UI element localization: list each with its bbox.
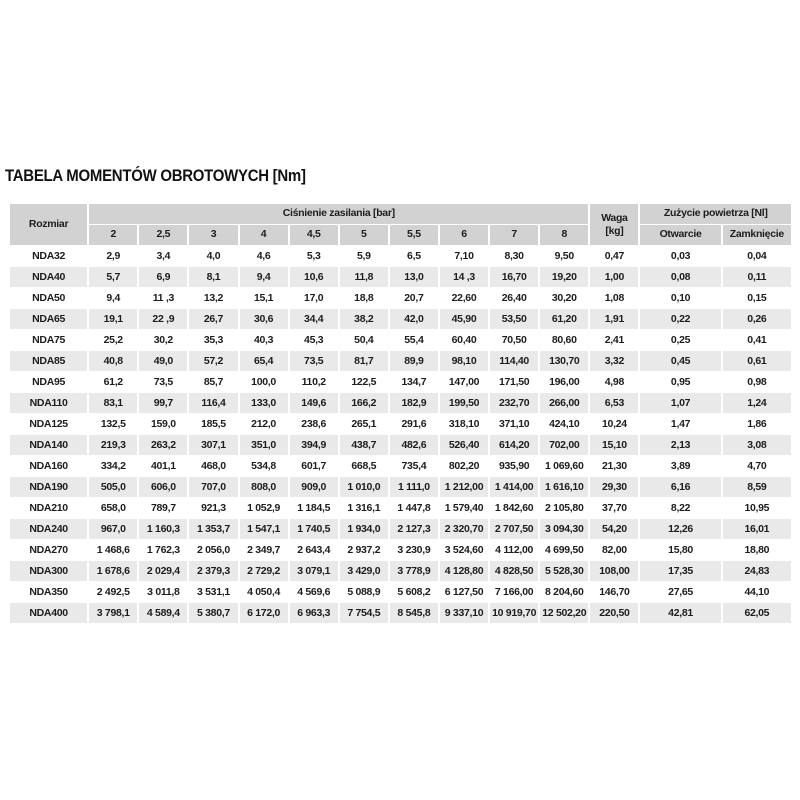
value-cell: 0,47	[590, 246, 638, 266]
value-cell: 614,20	[490, 435, 538, 455]
table-row-nda350	[10, 582, 791, 602]
value-cell: 1 468,6	[89, 540, 137, 560]
value-cell: 9 337,10	[440, 603, 488, 623]
value-cell: 668,5	[340, 456, 388, 476]
value-cell: 3 798,1	[89, 603, 137, 623]
col-header-pressure-4_5: 4,5	[290, 225, 338, 245]
value-cell: 60,40	[440, 330, 488, 350]
value-cell: 606,0	[139, 477, 187, 497]
value-cell: 12,26	[640, 519, 720, 539]
value-cell: 5,9	[340, 246, 388, 266]
table-row-nda210	[10, 498, 791, 518]
value-cell: 2 729,2	[240, 561, 288, 581]
size-cell: NDA65	[10, 309, 87, 329]
value-cell: 2 492,5	[89, 582, 137, 602]
value-cell: 3,32	[590, 351, 638, 371]
col-header-pressure-4: 4	[240, 225, 288, 245]
value-cell: 45,90	[440, 309, 488, 329]
value-cell: 30,2	[139, 330, 187, 350]
value-cell: 1,00	[590, 267, 638, 287]
value-cell: 921,3	[189, 498, 237, 518]
value-cell: 133,0	[240, 393, 288, 413]
value-cell: 35,3	[189, 330, 237, 350]
value-cell: 291,6	[390, 414, 438, 434]
value-cell: 2 349,7	[240, 540, 288, 560]
value-cell: 40,8	[89, 351, 137, 371]
size-cell: NDA240	[10, 519, 87, 539]
value-cell: 8 204,60	[540, 582, 588, 602]
value-cell: 351,0	[240, 435, 288, 455]
value-cell: 2 320,70	[440, 519, 488, 539]
value-cell: 2 056,0	[189, 540, 237, 560]
value-cell: 5 088,9	[340, 582, 388, 602]
size-cell: NDA190	[10, 477, 87, 497]
table-row-nda50	[10, 288, 791, 308]
value-cell: 220,50	[590, 603, 638, 623]
value-cell: 1 934,0	[340, 519, 388, 539]
table-row-nda160	[10, 456, 791, 476]
value-cell: 3,08	[723, 435, 791, 455]
value-cell: 0,45	[640, 351, 720, 371]
value-cell: 0,08	[640, 267, 720, 287]
value-cell: 1 052,9	[240, 498, 288, 518]
value-cell: 1 740,5	[290, 519, 338, 539]
header-row-values	[10, 225, 791, 245]
value-cell: 25,2	[89, 330, 137, 350]
col-header-zamkniecie: Zamknięcie	[723, 225, 791, 245]
value-cell: 4 128,80	[440, 561, 488, 581]
value-cell: 5,3	[290, 246, 338, 266]
value-cell: 8,1	[189, 267, 237, 287]
torque-table	[8, 203, 793, 624]
value-cell: 4,70	[723, 456, 791, 476]
value-cell: 19,1	[89, 309, 137, 329]
value-cell: 73,5	[290, 351, 338, 371]
value-cell: 263,2	[139, 435, 187, 455]
value-cell: 62,05	[723, 603, 791, 623]
value-cell: 1 184,5	[290, 498, 338, 518]
value-cell: 2 379,3	[189, 561, 237, 581]
col-header-pressure-5_5: 5,5	[390, 225, 438, 245]
value-cell: 0,04	[723, 246, 791, 266]
header-row-groups	[10, 204, 791, 224]
value-cell: 4 050,4	[240, 582, 288, 602]
col-header-pressure-3: 3	[189, 225, 237, 245]
value-cell: 307,1	[189, 435, 237, 455]
value-cell: 26,40	[490, 288, 538, 308]
value-cell: 20,7	[390, 288, 438, 308]
value-cell: 116,4	[189, 393, 237, 413]
value-cell: 3 531,1	[189, 582, 237, 602]
value-cell: 182,9	[390, 393, 438, 413]
value-cell: 98,10	[440, 351, 488, 371]
size-cell: NDA110	[10, 393, 87, 413]
value-cell: 3 230,9	[390, 540, 438, 560]
size-cell: NDA210	[10, 498, 87, 518]
size-cell: NDA140	[10, 435, 87, 455]
value-cell: 199,50	[440, 393, 488, 413]
value-cell: 21,30	[590, 456, 638, 476]
table-row-nda75	[10, 330, 791, 350]
value-cell: 6 172,0	[240, 603, 288, 623]
size-cell: NDA50	[10, 288, 87, 308]
value-cell: 482,6	[390, 435, 438, 455]
value-cell: 1 010,0	[340, 477, 388, 497]
col-header-rozmiar: Rozmiar	[10, 204, 87, 245]
value-cell: 6,9	[139, 267, 187, 287]
value-cell: 1 414,00	[490, 477, 538, 497]
value-cell: 468,0	[189, 456, 237, 476]
value-cell: 334,2	[89, 456, 137, 476]
value-cell: 57,2	[189, 351, 237, 371]
value-cell: 2 937,2	[340, 540, 388, 560]
value-cell: 13,2	[189, 288, 237, 308]
value-cell: 394,9	[290, 435, 338, 455]
table-row-nda110	[10, 393, 791, 413]
value-cell: 8 545,8	[390, 603, 438, 623]
value-cell: 83,1	[89, 393, 137, 413]
value-cell: 1,24	[723, 393, 791, 413]
waga-label-line1: Waga	[601, 212, 628, 225]
value-cell: 19,20	[540, 267, 588, 287]
value-cell: 1 160,3	[139, 519, 187, 539]
value-cell: 45,3	[290, 330, 338, 350]
value-cell: 37,70	[590, 498, 638, 518]
size-cell: NDA270	[10, 540, 87, 560]
value-cell: 15,1	[240, 288, 288, 308]
value-cell: 53,50	[490, 309, 538, 329]
value-cell: 5,7	[89, 267, 137, 287]
value-cell: 4,0	[189, 246, 237, 266]
value-cell: 196,00	[540, 372, 588, 392]
value-cell: 3 429,0	[340, 561, 388, 581]
value-cell: 1 316,1	[340, 498, 388, 518]
value-cell: 0,11	[723, 267, 791, 287]
value-cell: 1 447,8	[390, 498, 438, 518]
value-cell: 7,10	[440, 246, 488, 266]
value-cell: 1 547,1	[240, 519, 288, 539]
col-header-pressure-6: 6	[440, 225, 488, 245]
value-cell: 0,10	[640, 288, 720, 308]
value-cell: 50,4	[340, 330, 388, 350]
value-cell: 2 643,4	[290, 540, 338, 560]
size-cell: NDA95	[10, 372, 87, 392]
table-row-nda240	[10, 519, 791, 539]
value-cell: 808,0	[240, 477, 288, 497]
value-cell: 30,20	[540, 288, 588, 308]
value-cell: 0,98	[723, 372, 791, 392]
value-cell: 2 707,50	[490, 519, 538, 539]
value-cell: 65,4	[240, 351, 288, 371]
value-cell: 6,16	[640, 477, 720, 497]
value-cell: 27,65	[640, 582, 720, 602]
size-cell: NDA350	[10, 582, 87, 602]
value-cell: 5 528,30	[540, 561, 588, 581]
value-cell: 12 502,20	[540, 603, 588, 623]
value-cell: 935,90	[490, 456, 538, 476]
value-cell: 9,4	[240, 267, 288, 287]
col-header-pressure-5: 5	[340, 225, 388, 245]
value-cell: 10 919,70	[490, 603, 538, 623]
table-row-nda40	[10, 267, 791, 287]
value-cell: 16,70	[490, 267, 538, 287]
value-cell: 967,0	[89, 519, 137, 539]
col-header-pressure-7: 7	[490, 225, 538, 245]
value-cell: 130,70	[540, 351, 588, 371]
value-cell: 0,25	[640, 330, 720, 350]
table-row-nda85	[10, 351, 791, 371]
value-cell: 1 762,3	[139, 540, 187, 560]
value-cell: 4 828,50	[490, 561, 538, 581]
table-header	[10, 204, 791, 245]
value-cell: 0,03	[640, 246, 720, 266]
value-cell: 29,30	[590, 477, 638, 497]
value-cell: 2 029,4	[139, 561, 187, 581]
value-cell: 42,0	[390, 309, 438, 329]
value-cell: 17,35	[640, 561, 720, 581]
value-cell: 371,10	[490, 414, 538, 434]
value-cell: 22,60	[440, 288, 488, 308]
value-cell: 22 ,9	[139, 309, 187, 329]
value-cell: 1,08	[590, 288, 638, 308]
value-cell: 1 212,00	[440, 477, 488, 497]
value-cell: 6 127,50	[440, 582, 488, 602]
page-title: TABELA MOMENTÓW OBROTOWYCH [Nm]	[5, 166, 306, 185]
value-cell: 42,81	[640, 603, 720, 623]
value-cell: 40,3	[240, 330, 288, 350]
value-cell: 4 569,6	[290, 582, 338, 602]
value-cell: 80,60	[540, 330, 588, 350]
value-cell: 7 754,5	[340, 603, 388, 623]
value-cell: 18,8	[340, 288, 388, 308]
size-cell: NDA300	[10, 561, 87, 581]
value-cell: 534,8	[240, 456, 288, 476]
value-cell: 3,89	[640, 456, 720, 476]
col-header-pressure-2: 2	[89, 225, 137, 245]
size-cell: NDA40	[10, 267, 87, 287]
table-row-nda140	[10, 435, 791, 455]
value-cell: 10,95	[723, 498, 791, 518]
value-cell: 0,15	[723, 288, 791, 308]
value-cell: 122,5	[340, 372, 388, 392]
value-cell: 146,70	[590, 582, 638, 602]
value-cell: 526,40	[440, 435, 488, 455]
value-cell: 159,0	[139, 414, 187, 434]
value-cell: 6 963,3	[290, 603, 338, 623]
value-cell: 658,0	[89, 498, 137, 518]
value-cell: 1 111,0	[390, 477, 438, 497]
value-cell: 171,50	[490, 372, 538, 392]
value-cell: 238,6	[290, 414, 338, 434]
value-cell: 166,2	[340, 393, 388, 413]
value-cell: 2,41	[590, 330, 638, 350]
table-row-nda270	[10, 540, 791, 560]
value-cell: 1,47	[640, 414, 720, 434]
value-cell: 18,80	[723, 540, 791, 560]
value-cell: 132,5	[89, 414, 137, 434]
col-header-otwarcie: Otwarcie	[640, 225, 720, 245]
value-cell: 55,4	[390, 330, 438, 350]
value-cell: 15,10	[590, 435, 638, 455]
table-row-nda65	[10, 309, 791, 329]
value-cell: 438,7	[340, 435, 388, 455]
value-cell: 6,53	[590, 393, 638, 413]
value-cell: 114,40	[490, 351, 538, 371]
value-cell: 1,07	[640, 393, 720, 413]
value-cell: 3 011,8	[139, 582, 187, 602]
value-cell: 3 079,1	[290, 561, 338, 581]
value-cell: 38,2	[340, 309, 388, 329]
value-cell: 49,0	[139, 351, 187, 371]
table-row-nda125	[10, 414, 791, 434]
value-cell: 2,9	[89, 246, 137, 266]
value-cell: 219,3	[89, 435, 137, 455]
size-cell: NDA75	[10, 330, 87, 350]
value-cell: 4,98	[590, 372, 638, 392]
value-cell: 147,00	[440, 372, 488, 392]
value-cell: 6,5	[390, 246, 438, 266]
col-header-pressure-group: Ciśnienie zasilania [bar]	[89, 204, 588, 224]
value-cell: 1,86	[723, 414, 791, 434]
value-cell: 24,83	[723, 561, 791, 581]
value-cell: 0,22	[640, 309, 720, 329]
value-cell: 108,00	[590, 561, 638, 581]
value-cell: 10,24	[590, 414, 638, 434]
value-cell: 266,00	[540, 393, 588, 413]
size-cell: NDA400	[10, 603, 87, 623]
value-cell: 212,0	[240, 414, 288, 434]
value-cell: 82,00	[590, 540, 638, 560]
value-cell: 0,41	[723, 330, 791, 350]
value-cell: 789,7	[139, 498, 187, 518]
value-cell: 1 069,60	[540, 456, 588, 476]
value-cell: 4,6	[240, 246, 288, 266]
value-cell: 909,0	[290, 477, 338, 497]
value-cell: 30,6	[240, 309, 288, 329]
value-cell: 3 778,9	[390, 561, 438, 581]
value-cell: 601,7	[290, 456, 338, 476]
value-cell: 100,0	[240, 372, 288, 392]
value-cell: 89,9	[390, 351, 438, 371]
value-cell: 1 616,10	[540, 477, 588, 497]
value-cell: 9,4	[89, 288, 137, 308]
value-cell: 34,4	[290, 309, 338, 329]
value-cell: 26,7	[189, 309, 237, 329]
value-cell: 73,5	[139, 372, 187, 392]
value-cell: 3,4	[139, 246, 187, 266]
value-cell: 3 094,30	[540, 519, 588, 539]
value-cell: 99,7	[139, 393, 187, 413]
value-cell: 134,7	[390, 372, 438, 392]
value-cell: 424,10	[540, 414, 588, 434]
value-cell: 70,50	[490, 330, 538, 350]
value-cell: 318,10	[440, 414, 488, 434]
value-cell: 4 589,4	[139, 603, 187, 623]
value-cell: 401,1	[139, 456, 187, 476]
value-cell: 10,6	[290, 267, 338, 287]
value-cell: 8,59	[723, 477, 791, 497]
value-cell: 61,2	[89, 372, 137, 392]
value-cell: 0,95	[640, 372, 720, 392]
col-header-pressure-8: 8	[540, 225, 588, 245]
size-cell: NDA32	[10, 246, 87, 266]
col-header-pressure-2_5: 2,5	[139, 225, 187, 245]
value-cell: 85,7	[189, 372, 237, 392]
value-cell: 13,0	[390, 267, 438, 287]
value-cell: 1 353,7	[189, 519, 237, 539]
value-cell: 8,22	[640, 498, 720, 518]
value-cell: 110,2	[290, 372, 338, 392]
value-cell: 802,20	[440, 456, 488, 476]
table-row-nda190	[10, 477, 791, 497]
value-cell: 265,1	[340, 414, 388, 434]
value-cell: 2 105,80	[540, 498, 588, 518]
value-cell: 735,4	[390, 456, 438, 476]
value-cell: 4 112,00	[490, 540, 538, 560]
value-cell: 149,6	[290, 393, 338, 413]
value-cell: 14 ,3	[440, 267, 488, 287]
value-cell: 1 842,60	[490, 498, 538, 518]
value-cell: 5 380,7	[189, 603, 237, 623]
value-cell: 707,0	[189, 477, 237, 497]
table-row-nda400	[10, 603, 791, 623]
value-cell: 1 678,6	[89, 561, 137, 581]
col-header-waga	[590, 204, 638, 245]
value-cell: 5 608,2	[390, 582, 438, 602]
value-cell: 16,01	[723, 519, 791, 539]
value-cell: 185,5	[189, 414, 237, 434]
value-cell: 4 699,50	[540, 540, 588, 560]
value-cell: 54,20	[590, 519, 638, 539]
value-cell: 702,00	[540, 435, 588, 455]
value-cell: 0,26	[723, 309, 791, 329]
value-cell: 2 127,3	[390, 519, 438, 539]
value-cell: 7 166,00	[490, 582, 538, 602]
value-cell: 9,50	[540, 246, 588, 266]
value-cell: 3 524,60	[440, 540, 488, 560]
value-cell: 0,61	[723, 351, 791, 371]
table-row-nda95	[10, 372, 791, 392]
value-cell: 61,20	[540, 309, 588, 329]
value-cell: 2,13	[640, 435, 720, 455]
value-cell: 17,0	[290, 288, 338, 308]
value-cell: 1,91	[590, 309, 638, 329]
table-row-nda32	[10, 246, 791, 266]
value-cell: 81,7	[340, 351, 388, 371]
value-cell: 1 579,40	[440, 498, 488, 518]
value-cell: 232,70	[490, 393, 538, 413]
table-row-nda300	[10, 561, 791, 581]
waga-label-line2: [kg]	[605, 224, 624, 237]
value-cell: 11 ,3	[139, 288, 187, 308]
size-cell: NDA85	[10, 351, 87, 371]
value-cell: 505,0	[89, 477, 137, 497]
value-cell: 44,10	[723, 582, 791, 602]
value-cell: 11,8	[340, 267, 388, 287]
col-header-air-group: Zużycie powietrza [Nl]	[640, 204, 791, 224]
table-body	[10, 246, 791, 623]
size-cell: NDA125	[10, 414, 87, 434]
value-cell: 8,30	[490, 246, 538, 266]
size-cell: NDA160	[10, 456, 87, 476]
value-cell: 15,80	[640, 540, 720, 560]
